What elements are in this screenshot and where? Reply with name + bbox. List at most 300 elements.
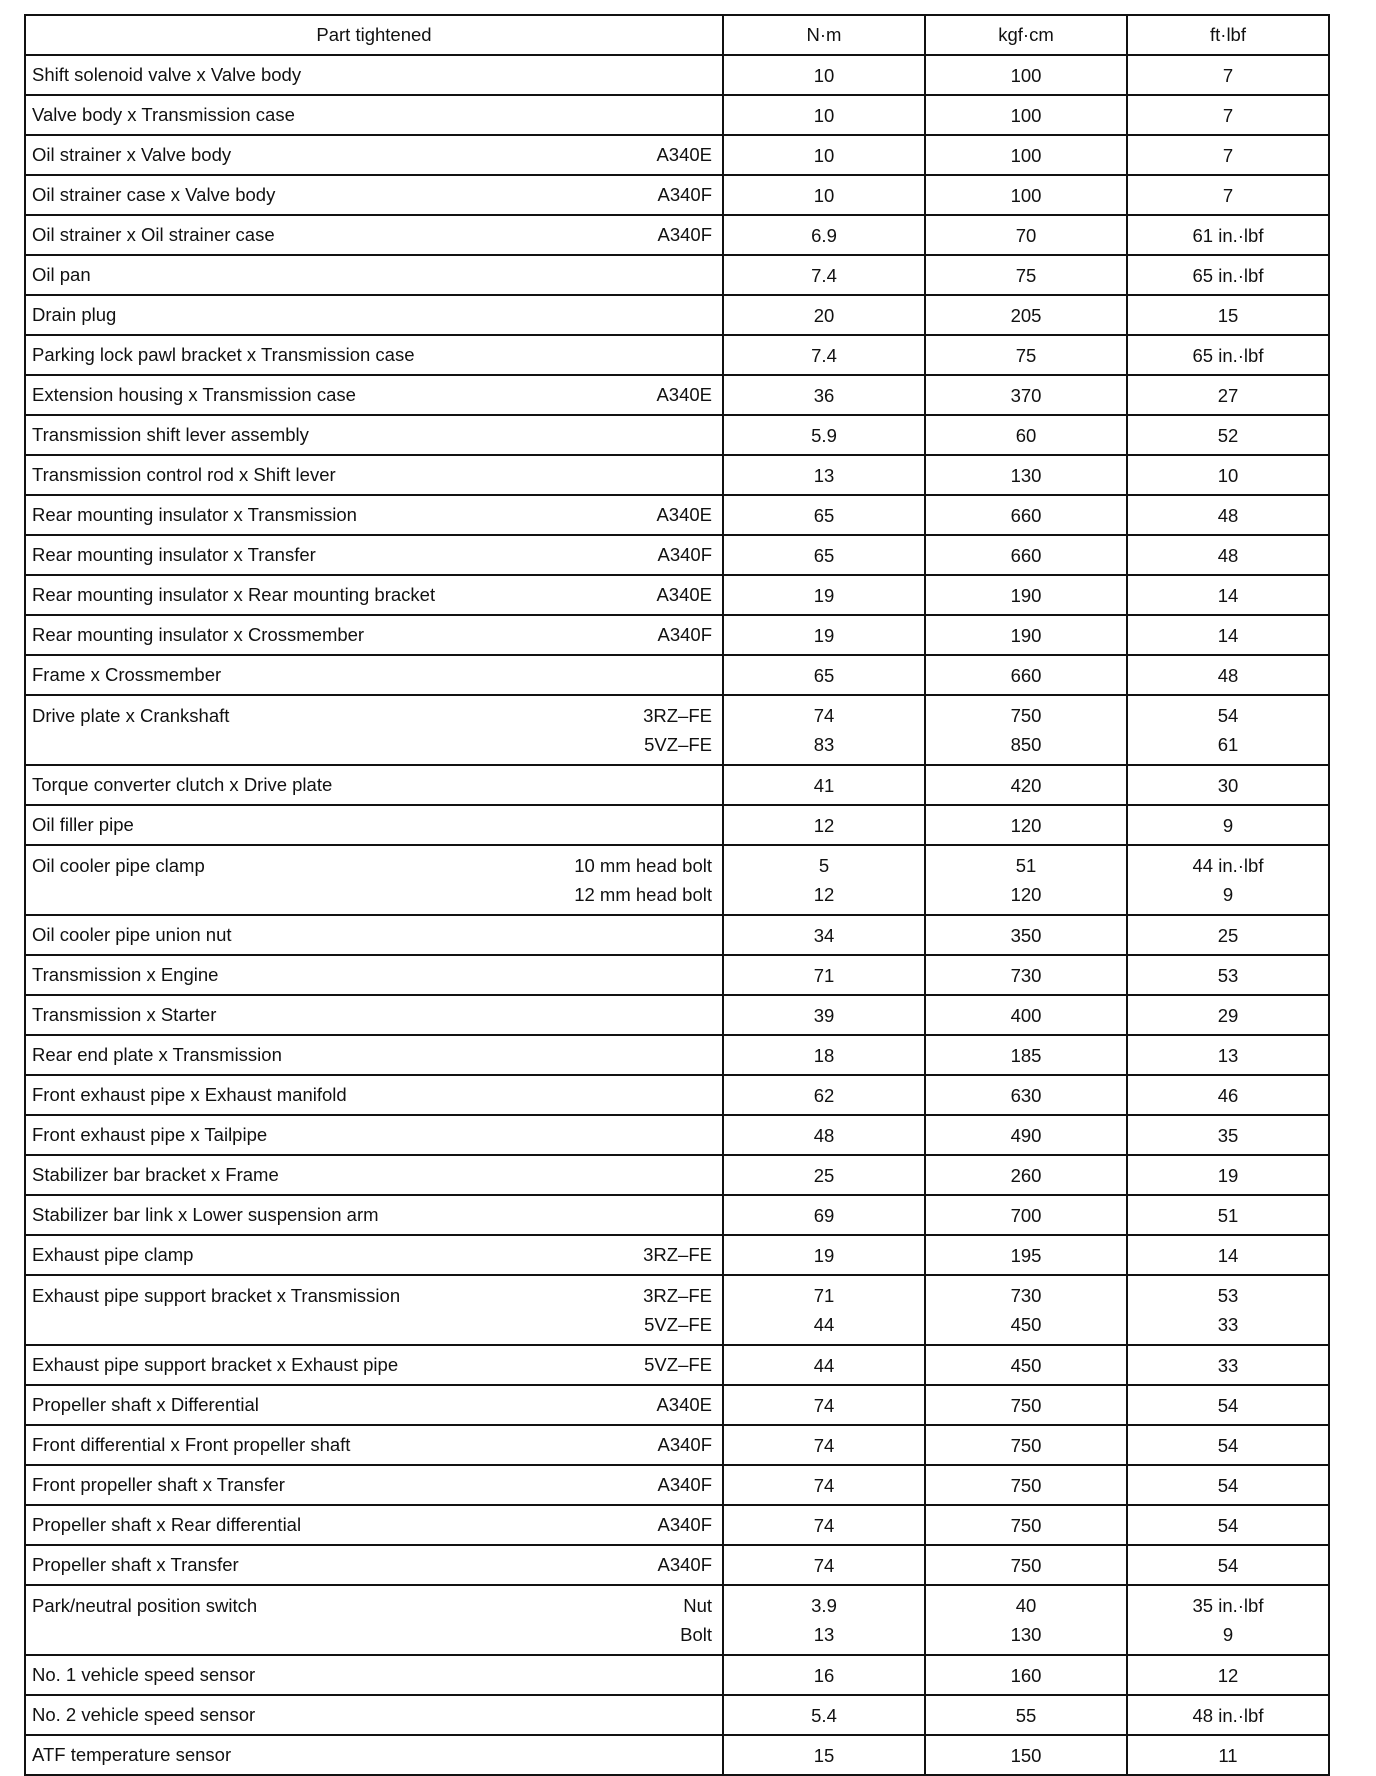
cell-kgf-cm: [925, 1345, 1127, 1385]
value-line: 660: [1010, 664, 1042, 686]
value-line: 150: [1010, 1744, 1042, 1766]
value-line: 54: [1217, 1434, 1239, 1456]
part-cell-content: [32, 464, 716, 486]
value-line: 54: [1217, 1394, 1239, 1416]
cell-kgf-cm: [925, 695, 1127, 765]
value-line: 6.9: [811, 224, 837, 246]
cell-nm: [723, 495, 925, 535]
value-line: 10: [813, 144, 835, 166]
cell-ft-lbf: [1127, 375, 1329, 415]
cell-ft-lbf: [1127, 95, 1329, 135]
cell-ft-lbf: [1127, 1035, 1329, 1075]
value-line: 190: [1010, 624, 1042, 646]
part-cell-content: [32, 1164, 716, 1186]
value-line: 100: [1010, 144, 1042, 166]
value-line: 55: [1015, 1704, 1037, 1726]
cell-ft-lbf: [1127, 495, 1329, 535]
part-qualifier: [656, 384, 716, 406]
cell-ft-lbf: [1127, 1195, 1329, 1235]
value-line: 10: [813, 104, 835, 126]
value-line: 630: [1010, 1084, 1042, 1106]
value-line: 185: [1010, 1044, 1042, 1066]
part-label: Rear mounting insulator x Transmission: [32, 504, 357, 525]
cell-part: [25, 1425, 723, 1465]
cell-ft-lbf: [1127, 1385, 1329, 1425]
cell-nm: [723, 1235, 925, 1275]
part-qualifier: [656, 144, 716, 166]
cell-kgf-cm: [925, 575, 1127, 615]
cell-ft-lbf: [1127, 1235, 1329, 1275]
part-label: Parking lock pawl bracket x Transmission case: [32, 344, 415, 365]
part-qualifier: [656, 1394, 716, 1416]
qualifier-line: A340E: [656, 504, 712, 525]
cell-nm: [723, 655, 925, 695]
part-cell-content: [32, 624, 716, 646]
cell-kgf-cm: [925, 255, 1127, 295]
cell-part: [25, 295, 723, 335]
value-line: 65 in.·lbf: [1192, 344, 1264, 366]
part-cell-content: [32, 1434, 716, 1456]
cell-kgf-cm: [925, 1235, 1127, 1275]
value-line: 53: [1217, 964, 1239, 986]
cell-nm: [723, 1735, 925, 1775]
table-row: [25, 1505, 1329, 1545]
value-line: 12: [1217, 1664, 1239, 1686]
value-line: 19: [813, 584, 835, 606]
part-qualifier: [680, 1591, 716, 1649]
part-label: Propeller shaft x Differential: [32, 1394, 259, 1415]
table-row: [25, 1735, 1329, 1775]
table-row: [25, 805, 1329, 845]
part-cell-content: [32, 664, 716, 686]
cell-ft-lbf: [1127, 1505, 1329, 1545]
cell-nm: [723, 135, 925, 175]
qualifier-line: Nut: [683, 1595, 712, 1616]
part-cell-content: [32, 1204, 716, 1226]
value-line: 18: [813, 1044, 835, 1066]
part-qualifier: [657, 1514, 716, 1536]
cell-nm: [723, 1275, 925, 1345]
cell-part: [25, 95, 723, 135]
qualifier-line: A340E: [656, 384, 712, 405]
cell-ft-lbf: [1127, 845, 1329, 915]
cell-kgf-cm: [925, 1465, 1127, 1505]
part-cell-content: [32, 851, 716, 909]
value-line: 205: [1010, 304, 1042, 326]
cell-ft-lbf: [1127, 695, 1329, 765]
part-cell-content: [32, 1084, 716, 1106]
value-line: 190: [1010, 584, 1042, 606]
qualifier-line: A340E: [656, 584, 712, 605]
value-line: 33: [1217, 1354, 1239, 1376]
part-label: Rear end plate x Transmission: [32, 1044, 282, 1065]
part-qualifier: [657, 184, 716, 206]
table-row: [25, 1195, 1329, 1235]
value-line: 490: [1010, 1124, 1042, 1146]
value-line: 5.4: [811, 1704, 837, 1726]
part-cell-content: [32, 1281, 716, 1339]
cell-kgf-cm: [925, 495, 1127, 535]
value-line: 35: [1217, 1124, 1239, 1146]
part-label: Stabilizer bar bracket x Frame: [32, 1164, 279, 1185]
cell-ft-lbf: [1127, 575, 1329, 615]
value-line: 5: [818, 855, 830, 876]
part-label: Torque converter clutch x Drive plate: [32, 774, 333, 795]
value-line: 7: [1222, 144, 1234, 166]
value-line: 48: [1217, 664, 1239, 686]
part-label: Exhaust pipe support bracket x Transmission: [32, 1285, 401, 1306]
value-line: 700: [1010, 1204, 1042, 1226]
cell-kgf-cm: [925, 1075, 1127, 1115]
part-qualifier: [657, 1554, 716, 1576]
cell-nm: [723, 1695, 925, 1735]
table-row: [25, 1695, 1329, 1735]
value-line: 19: [813, 624, 835, 646]
cell-nm: [723, 55, 925, 95]
cell-ft-lbf: [1127, 55, 1329, 95]
table-row: [25, 1385, 1329, 1425]
value-line: 10: [813, 64, 835, 86]
table-row: [25, 415, 1329, 455]
cell-nm: [723, 765, 925, 805]
value-line: 48 in.·lbf: [1192, 1704, 1264, 1726]
value-line: 400: [1010, 1004, 1042, 1026]
part-cell-content: [32, 184, 716, 206]
value-line: 61 in.·lbf: [1192, 224, 1264, 246]
value-line: 750: [1010, 705, 1042, 726]
part-label: Park/neutral position switch: [32, 1595, 258, 1616]
value-line: 54: [1217, 1514, 1239, 1536]
value-line: 750: [1010, 1514, 1042, 1536]
part-qualifier: [657, 1474, 716, 1496]
part-label: Propeller shaft x Transfer: [32, 1554, 239, 1575]
value-line: 420: [1010, 774, 1042, 796]
part-cell-content: [32, 504, 716, 526]
value-line: 74: [813, 1394, 835, 1416]
torque-spec-table: [24, 14, 1330, 1776]
part-cell-content: [32, 774, 716, 796]
table-row: [25, 695, 1329, 765]
qualifier-line: 3RZ–FE: [643, 705, 712, 726]
part-label: Oil strainer case x Valve body: [32, 184, 276, 205]
cell-kgf-cm: [925, 1585, 1127, 1655]
cell-ft-lbf: [1127, 255, 1329, 295]
value-line: 51: [1015, 855, 1037, 876]
qualifier-line: A340F: [657, 624, 712, 645]
cell-part: [25, 495, 723, 535]
part-qualifier: [657, 224, 716, 246]
cell-kgf-cm: [925, 1195, 1127, 1235]
value-line: 20: [813, 304, 835, 326]
table-row: [25, 55, 1329, 95]
cell-nm: [723, 415, 925, 455]
value-line: 10: [813, 184, 835, 206]
part-cell-content: [32, 1354, 716, 1376]
cell-nm: [723, 1465, 925, 1505]
table-row: [25, 1275, 1329, 1345]
value-line: 44: [813, 1314, 835, 1335]
cell-ft-lbf: [1127, 455, 1329, 495]
qualifier-line: A340E: [656, 144, 712, 165]
part-cell-content: [32, 1591, 716, 1649]
qualifier-line: 12 mm head bolt: [574, 884, 712, 905]
cell-ft-lbf: [1127, 1655, 1329, 1695]
table-row: [25, 1345, 1329, 1385]
cell-ft-lbf: [1127, 1695, 1329, 1735]
part-cell-content: [32, 1664, 716, 1686]
cell-nm: [723, 615, 925, 655]
table-row: [25, 295, 1329, 335]
cell-nm: [723, 1425, 925, 1465]
part-label: Oil strainer x Valve body: [32, 144, 232, 165]
part-label: Exhaust pipe support bracket x Exhaust pipe: [32, 1354, 399, 1375]
table-row: [25, 1155, 1329, 1195]
qualifier-line: A340E: [656, 1394, 712, 1415]
value-line: 195: [1010, 1244, 1042, 1266]
part-label: Oil filler pipe: [32, 814, 134, 835]
value-line: 48: [1217, 544, 1239, 566]
value-line: 83: [813, 734, 835, 755]
table-row: [25, 615, 1329, 655]
part-label: Frame x Crossmember: [32, 664, 222, 685]
value-line: 74: [813, 705, 835, 726]
part-qualifier: [657, 624, 716, 646]
value-line: 54: [1217, 1554, 1239, 1576]
part-label: Front propeller shaft x Transfer: [32, 1474, 285, 1495]
part-cell-content: [32, 304, 716, 326]
part-label: Extension housing x Transmission case: [32, 384, 356, 405]
value-line: 750: [1010, 1394, 1042, 1416]
cell-kgf-cm: [925, 615, 1127, 655]
cell-kgf-cm: [925, 1505, 1127, 1545]
value-line: 74: [813, 1554, 835, 1576]
cell-kgf-cm: [925, 455, 1127, 495]
qualifier-line: A340F: [657, 224, 712, 245]
header-kgf-cm: kgf·cm: [925, 15, 1127, 55]
part-cell-content: [32, 1744, 716, 1766]
value-line: 65: [813, 504, 835, 526]
value-line: 75: [1015, 264, 1037, 286]
value-line: 750: [1010, 1474, 1042, 1496]
part-label: Transmission x Starter: [32, 1004, 217, 1025]
part-cell-content: [32, 924, 716, 946]
part-label: Front differential x Front propeller shaft: [32, 1434, 351, 1455]
cell-ft-lbf: [1127, 1115, 1329, 1155]
value-line: 11: [1218, 1744, 1238, 1766]
qualifier-line: 10 mm head bolt: [574, 855, 712, 876]
cell-part: [25, 1115, 723, 1155]
cell-part: [25, 215, 723, 255]
value-line: 100: [1010, 104, 1042, 126]
value-line: 370: [1010, 384, 1042, 406]
value-line: 71: [813, 1285, 835, 1306]
table-row: [25, 955, 1329, 995]
cell-nm: [723, 1345, 925, 1385]
cell-ft-lbf: [1127, 135, 1329, 175]
cell-kgf-cm: [925, 535, 1127, 575]
part-qualifier: [657, 544, 716, 566]
value-line: 74: [813, 1514, 835, 1536]
part-cell-content: [32, 1554, 716, 1576]
value-line: 14: [1217, 624, 1239, 646]
value-line: 100: [1010, 184, 1042, 206]
value-line: 44: [813, 1354, 835, 1376]
value-line: 25: [813, 1164, 835, 1186]
part-qualifier: [657, 1434, 716, 1456]
cell-nm: [723, 455, 925, 495]
cell-ft-lbf: [1127, 805, 1329, 845]
cell-nm: [723, 845, 925, 915]
cell-part: [25, 805, 723, 845]
part-label: Drain plug: [32, 304, 117, 325]
part-label: Transmission control rod x Shift lever: [32, 464, 336, 485]
cell-part: [25, 1545, 723, 1585]
table-row: [25, 535, 1329, 575]
cell-part: [25, 1155, 723, 1195]
table-row: [25, 455, 1329, 495]
cell-part: [25, 845, 723, 915]
part-cell-content: [32, 64, 716, 86]
qualifier-line: A340F: [657, 184, 712, 205]
table-row: [25, 175, 1329, 215]
part-label: Transmission shift lever assembly: [32, 424, 309, 445]
cell-ft-lbf: [1127, 295, 1329, 335]
cell-part: [25, 535, 723, 575]
part-label: Rear mounting insulator x Transfer: [32, 544, 316, 565]
part-qualifier: [643, 1281, 716, 1339]
cell-kgf-cm: [925, 1425, 1127, 1465]
cell-part: [25, 1465, 723, 1505]
cell-part: [25, 615, 723, 655]
value-line: 15: [813, 1744, 835, 1766]
cell-nm: [723, 955, 925, 995]
part-label: Drive plate x Crankshaft: [32, 705, 230, 726]
qualifier-line: A340F: [657, 1474, 712, 1495]
value-line: 100: [1010, 64, 1042, 86]
value-line: 350: [1010, 924, 1042, 946]
cell-kgf-cm: [925, 655, 1127, 695]
part-label: Front exhaust pipe x Exhaust manifold: [32, 1084, 347, 1105]
value-line: 46: [1217, 1084, 1239, 1106]
cell-nm: [723, 215, 925, 255]
cell-kgf-cm: [925, 375, 1127, 415]
cell-nm: [723, 1115, 925, 1155]
value-line: 130: [1010, 1624, 1042, 1645]
table-row: [25, 1115, 1329, 1155]
qualifier-line: Bolt: [680, 1624, 712, 1645]
value-line: 19: [1217, 1164, 1239, 1186]
value-line: 35 in.·lbf: [1192, 1595, 1264, 1616]
header-part-tightened: Part tightened: [25, 15, 723, 55]
cell-nm: [723, 95, 925, 135]
cell-part: [25, 1655, 723, 1695]
cell-kgf-cm: [925, 1155, 1127, 1195]
value-line: 52: [1217, 424, 1239, 446]
cell-part: [25, 1385, 723, 1425]
part-label: Oil pan: [32, 264, 91, 285]
cell-nm: [723, 1545, 925, 1585]
value-line: 61: [1217, 734, 1239, 755]
cell-ft-lbf: [1127, 1735, 1329, 1775]
table-header: [25, 15, 1329, 55]
cell-nm: [723, 375, 925, 415]
cell-nm: [723, 1155, 925, 1195]
value-line: 48: [813, 1124, 835, 1146]
cell-ft-lbf: [1127, 335, 1329, 375]
value-line: 29: [1217, 1004, 1239, 1026]
value-line: 53: [1217, 1285, 1239, 1306]
value-line: 75: [1015, 344, 1037, 366]
value-line: 12: [813, 814, 835, 836]
table-row: [25, 1465, 1329, 1505]
cell-part: [25, 1035, 723, 1075]
cell-kgf-cm: [925, 1655, 1127, 1695]
cell-part: [25, 1235, 723, 1275]
cell-part: [25, 765, 723, 805]
cell-kgf-cm: [925, 215, 1127, 255]
value-line: 730: [1010, 1285, 1042, 1306]
cell-ft-lbf: [1127, 1545, 1329, 1585]
cell-ft-lbf: [1127, 1585, 1329, 1655]
cell-nm: [723, 295, 925, 335]
cell-part: [25, 1345, 723, 1385]
table-row: [25, 655, 1329, 695]
part-cell-content: [32, 1004, 716, 1026]
table-row: [25, 1545, 1329, 1585]
table-row: [25, 915, 1329, 955]
value-line: 62: [813, 1084, 835, 1106]
part-label: Transmission x Engine: [32, 964, 219, 985]
value-line: 65 in.·lbf: [1192, 264, 1264, 286]
cell-part: [25, 135, 723, 175]
cell-nm: [723, 335, 925, 375]
part-qualifier: [574, 851, 716, 909]
cell-part: [25, 1585, 723, 1655]
table-row: [25, 375, 1329, 415]
part-qualifier: [643, 1244, 716, 1266]
value-line: 19: [813, 1244, 835, 1266]
part-cell-content: [32, 964, 716, 986]
part-cell-content: [32, 584, 716, 606]
value-line: 120: [1010, 884, 1042, 905]
part-label: Front exhaust pipe x Tailpipe: [32, 1124, 268, 1145]
cell-part: [25, 1075, 723, 1115]
cell-kgf-cm: [925, 95, 1127, 135]
table-row: [25, 1655, 1329, 1695]
value-line: 51: [1217, 1204, 1239, 1226]
table-row: [25, 575, 1329, 615]
cell-nm: [723, 1385, 925, 1425]
cell-kgf-cm: [925, 845, 1127, 915]
qualifier-line: A340F: [657, 1514, 712, 1535]
cell-nm: [723, 1585, 925, 1655]
cell-kgf-cm: [925, 995, 1127, 1035]
value-line: 65: [813, 544, 835, 566]
value-line: 12: [813, 884, 835, 905]
value-line: 41: [813, 774, 835, 796]
value-line: 30: [1217, 774, 1239, 796]
part-label: Oil cooler pipe union nut: [32, 924, 232, 945]
part-label: ATF temperature sensor: [32, 1744, 232, 1765]
value-line: 15: [1217, 304, 1239, 326]
value-line: 48: [1217, 504, 1239, 526]
cell-ft-lbf: [1127, 995, 1329, 1035]
part-label: Oil cooler pipe clamp: [32, 855, 205, 876]
cell-ft-lbf: [1127, 655, 1329, 695]
cell-ft-lbf: [1127, 415, 1329, 455]
cell-ft-lbf: [1127, 765, 1329, 805]
cell-nm: [723, 255, 925, 295]
